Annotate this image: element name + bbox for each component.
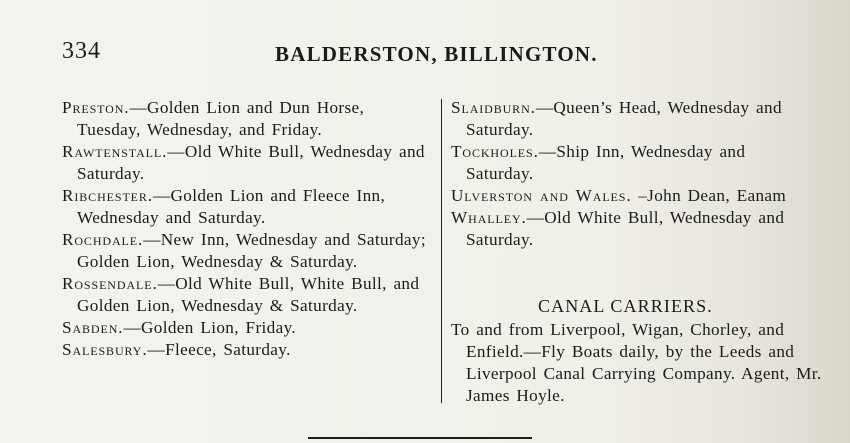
place-name: Preston. <box>62 98 130 117</box>
list-item <box>62 141 432 185</box>
section-text: To and from Liverpool, Wigan, Chorley, and Enfield.—Fly Boats daily, by the Leeds and Liverpool Canal Carrying Company. Agent, Mr. James Hoyle. <box>451 320 822 405</box>
place-name: Rochdale. <box>62 230 144 249</box>
entry-text: —Golden Lion and Fleece Inn, Wednesday and Saturday. <box>77 186 386 227</box>
right-column <box>451 97 816 251</box>
column-divider <box>441 99 442 403</box>
list-item <box>62 273 432 317</box>
place-name: Tockholes. <box>451 142 539 161</box>
entry-text: —New Inn, Wednesday and Saturday; Golden Lion, Wednesday & Saturday. <box>77 230 426 271</box>
place-name: Rossendale. <box>62 274 158 293</box>
list-item <box>62 317 432 339</box>
entry-text: –John Dean, Eanam <box>631 186 787 205</box>
list-item <box>451 185 816 207</box>
page-number: 334 <box>62 38 101 64</box>
bottom-rule <box>308 437 532 439</box>
list-item <box>62 229 432 273</box>
list-item <box>451 97 816 141</box>
entry-text: —Golden Lion and Dun Horse, Tuesday, Wednesday, and Friday. <box>77 98 365 139</box>
entry-text: —Old White Bull, Wednesday and Saturday. <box>77 142 425 183</box>
place-name: Ulverston and Wales. <box>451 186 632 205</box>
place-name: Rawtenstall. <box>62 142 168 161</box>
entry-text: —Ship Inn, Wednesday and Saturday. <box>466 142 746 183</box>
entry-text: —Fleece, Saturday. <box>147 340 291 359</box>
list-item <box>451 141 816 185</box>
list-item <box>62 339 432 361</box>
running-head: BALDERSTON, BILLINGTON. <box>275 42 598 66</box>
place-name: Sabden. <box>62 318 124 337</box>
place-name: Salesbury. <box>62 340 148 359</box>
place-name: Ribchester. <box>62 186 153 205</box>
entry-text: —Queen’s Head, Wednesday and Saturday. <box>466 98 782 139</box>
list-item <box>62 185 432 229</box>
place-name: Slaidburn. <box>451 98 536 117</box>
place-name: Whalley. <box>451 208 527 227</box>
left-column <box>62 97 432 361</box>
section-title: CANAL CARRIERS. <box>538 296 713 316</box>
list-item <box>451 207 816 251</box>
entry-text: —Old White Bull, Wednesday and Saturday. <box>466 208 785 249</box>
entry-text: —Golden Lion, Friday. <box>123 318 297 337</box>
list-item <box>62 97 432 141</box>
entry-text: —Old White Bull, White Bull, and Golden Lion, Wednesday & Saturday. <box>77 274 420 315</box>
